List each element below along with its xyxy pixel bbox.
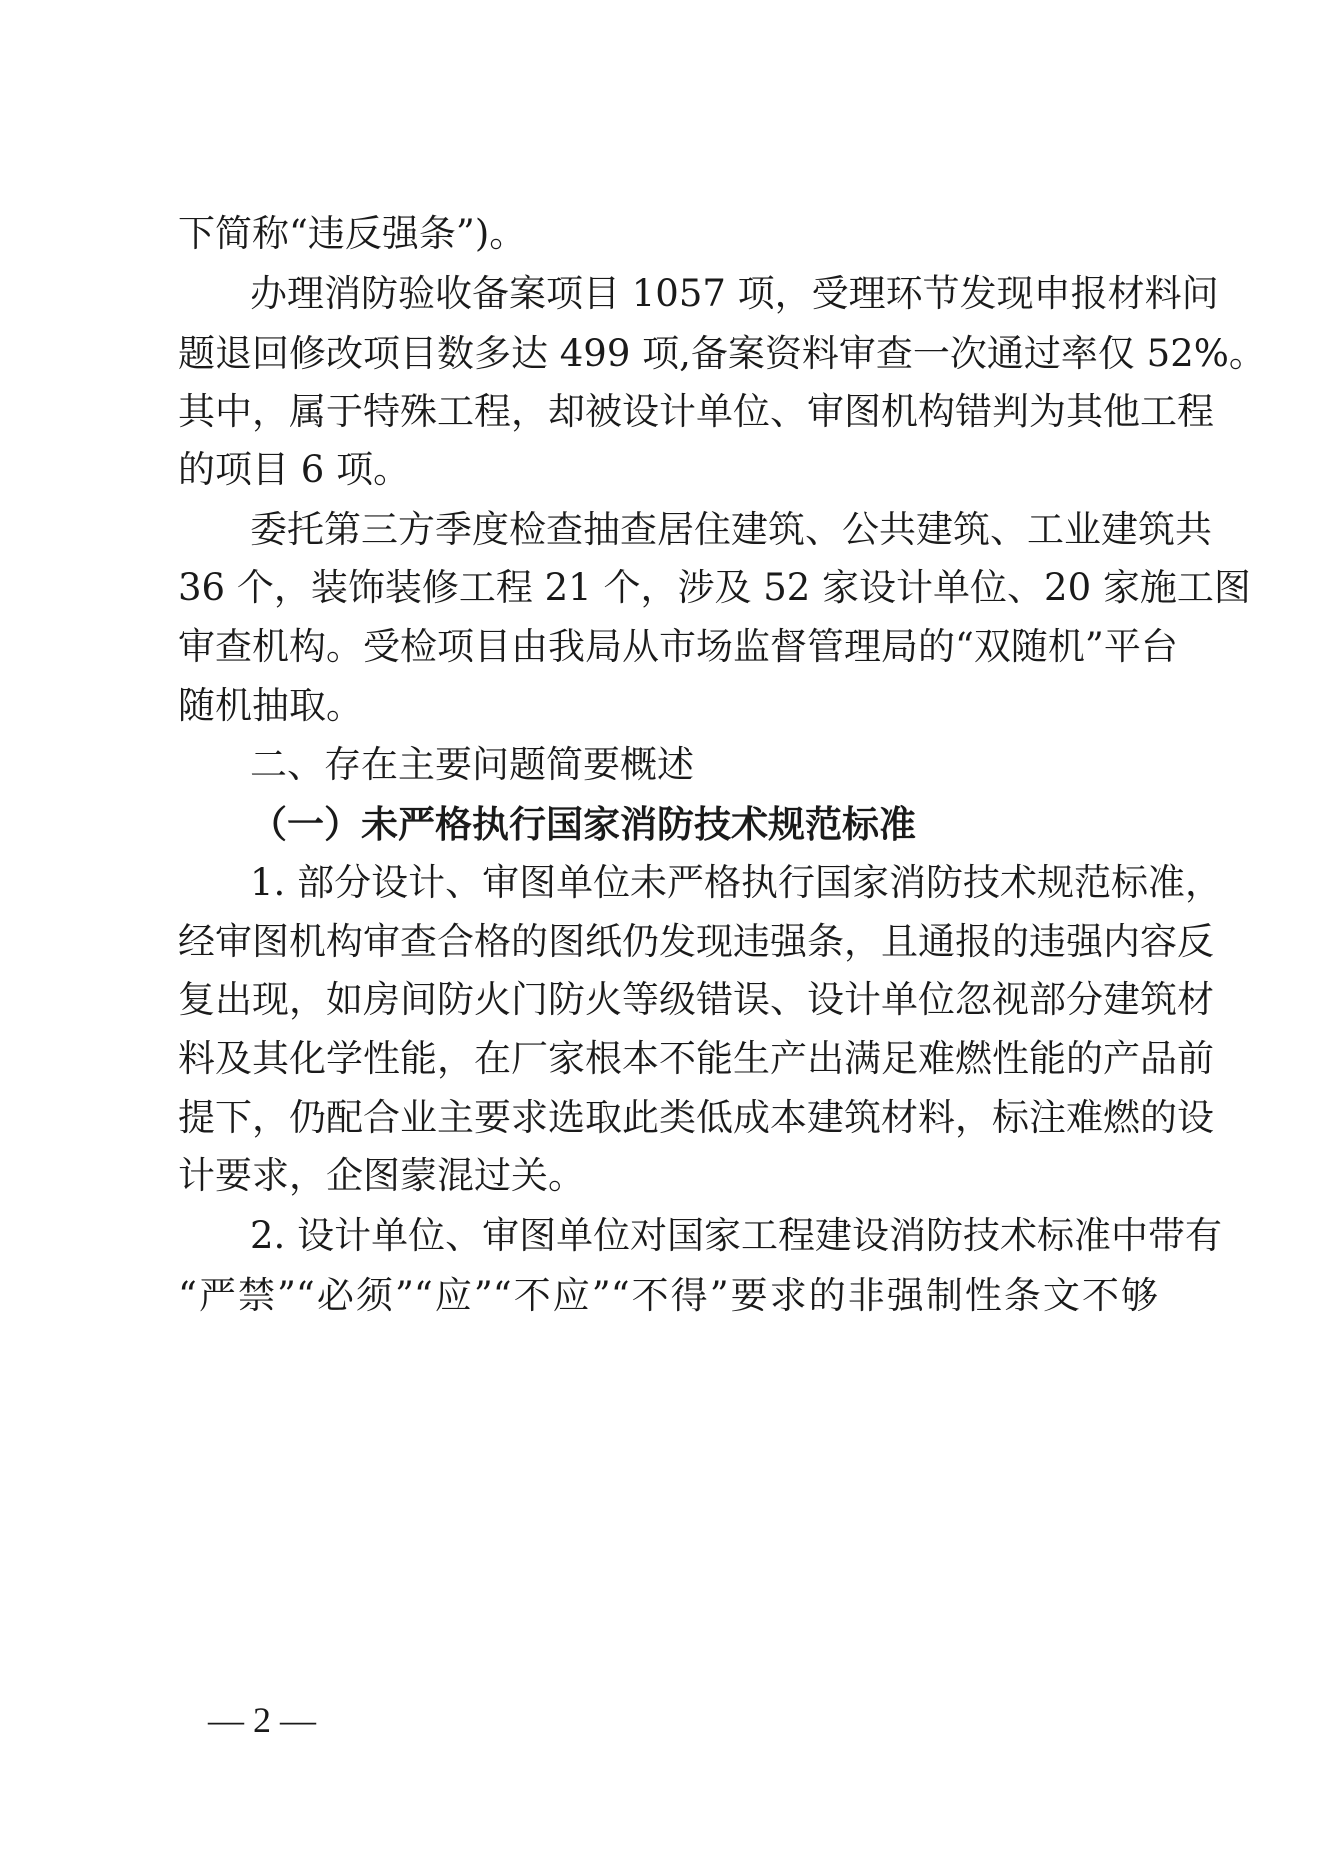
paragraph-line: 2. 设计单位、审图单位对国家工程建设消防技术标准中带有 — [250, 1214, 1223, 1257]
paragraph-line: 委托第三方季度检查抽查居住建筑、公共建筑、工业建筑共 — [250, 508, 1212, 551]
paragraph-line: 随机抽取。 — [178, 684, 363, 727]
subsection-heading: （一）未严格执行国家消防技术规范标准 — [250, 802, 916, 846]
paragraph-line: 审查机构。受检项目由我局从市场监督管理局的“双随机”平台 — [178, 625, 1178, 668]
paragraph-line: 提下，仍配合业主要求选取此类低成本建筑材料，标注难燃的设 — [178, 1096, 1214, 1139]
paragraph-line: 的项目 6 项。 — [178, 448, 411, 491]
paragraph-line: 经审图机构审查合格的图纸仍发现违强条，且通报的违强内容反 — [178, 920, 1214, 963]
paragraph-line: 料及其化学性能，在厂家根本不能生产出满足难燃性能的产品前 — [178, 1037, 1214, 1080]
paragraph-line: 36 个，装饰装修工程 21 个，涉及 52 家设计单位、20 家施工图 — [178, 566, 1251, 609]
paragraph-line: 下简称“违反强条”)。 — [178, 212, 527, 255]
section-heading: 二、存在主要问题简要概述 — [250, 743, 694, 786]
paragraph-line: “严禁”“必须”“应”“不应”“不得”要求的非强制性条文不够 — [178, 1274, 1158, 1317]
paragraph-line: 题退回修改项目数多达 499 项,备案资料审查一次通过率仅 52%。 — [178, 332, 1266, 375]
paragraph-line: 复出现，如房间防火门防火等级错误、设计单位忽视部分建筑材 — [178, 978, 1214, 1021]
paragraph-line: 其中，属于特殊工程，却被设计单位、审图机构错判为其他工程 — [178, 390, 1214, 433]
paragraph-line: 1. 部分设计、审图单位未严格执行国家消防技术规范标准， — [250, 861, 1223, 904]
page-number: — 2 — — [208, 1700, 316, 1740]
paragraph-line: 计要求，企图蒙混过关。 — [178, 1154, 585, 1197]
paragraph-line: 办理消防验收备案项目 1057 项，受理环节发现申报材料问 — [250, 272, 1219, 315]
